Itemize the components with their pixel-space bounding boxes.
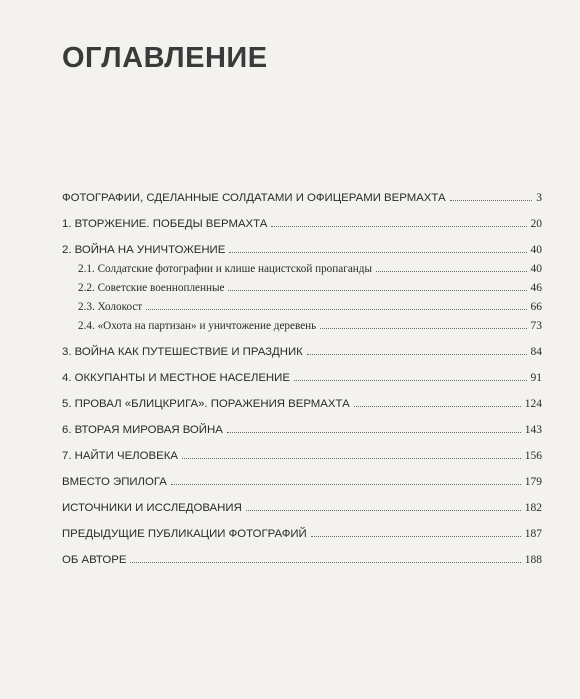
toc-entry [62,449,542,463]
toc-entry [62,423,542,437]
toc-entry-label: 2.2. Советские военнопленные [78,282,225,294]
toc-entry-label: 2. ВОЙНА НА УНИЧТОЖЕНИЕ [62,244,226,256]
toc-entry [62,553,542,567]
toc-entry-page: 156 [524,450,542,462]
toc-subentry [62,300,542,314]
toc-entry [62,501,542,515]
toc-entry-label: ПРЕДЫДУЩИЕ ПУБЛИКАЦИИ ФОТОГРАФИЙ [62,528,307,540]
toc-entry-label: ИСТОЧНИКИ И ИССЛЕДОВАНИЯ [62,502,242,514]
toc-entry-page: 182 [524,502,542,514]
dot-leader [311,527,521,537]
toc-entry-page: 179 [524,476,542,488]
toc-entry-label: ОБ АВТОРЕ [62,554,127,566]
dot-leader [227,423,521,433]
dot-leader [228,281,526,291]
toc-entry [62,243,542,257]
dot-leader [171,475,521,485]
toc-entry-page: 91 [530,372,542,384]
toc-subentry [62,319,542,333]
toc-entry-label: 2.4. «Охота на партизан» и уничтожение деревень [78,320,317,332]
toc-entry-label: ВМЕСТО ЭПИЛОГА [62,476,167,488]
toc-entry [62,475,542,489]
dot-leader [246,501,521,511]
dot-leader [182,449,521,459]
toc-entry-label: 2.1. Солдатские фотографии и клише нацистской пропаганды [78,263,372,275]
dot-leader [320,319,526,329]
toc-entry-page: 188 [524,554,542,566]
dot-leader [307,345,527,355]
toc-entry-label: 2.3. Холокост [78,301,143,313]
toc-entry-page: 124 [524,398,542,410]
toc-entry-page: 46 [530,282,542,294]
toc-entry-page: 20 [530,218,542,230]
toc-subentry [62,262,542,276]
toc-subentry [62,281,542,295]
toc-entry-label: 1. ВТОРЖЕНИЕ. ПОБЕДЫ ВЕРМАХТА [62,218,268,230]
dot-leader [294,371,527,381]
toc-entry-page: 66 [530,301,542,313]
dot-leader [130,553,520,563]
dot-leader [146,300,526,310]
page-title: ОГЛАВЛЕНИЕ [62,42,268,74]
toc-entry-page: 40 [530,244,542,256]
toc-entry-page: 3 [536,192,542,204]
toc-entry-page: 84 [530,346,542,358]
dot-leader [450,191,533,201]
toc-entry [62,397,542,411]
toc-entry [62,345,542,359]
toc-entry-page: 73 [530,320,542,332]
toc-entry [62,217,542,231]
dot-leader [229,243,526,253]
dot-leader [271,217,526,227]
toc-entry-page: 143 [524,424,542,436]
toc-entry-label: 4. ОККУПАНТЫ И МЕСТНОЕ НАСЕЛЕНИЕ [62,372,290,384]
toc-entry-label: ФОТОГРАФИИ, СДЕЛАННЫЕ СОЛДАТАМИ И ОФИЦЕРАМИ ВЕРМАХТА [62,192,446,204]
toc-entry-page: 187 [524,528,542,540]
table-of-contents [62,191,542,567]
toc-entry [62,371,542,385]
toc-entry [62,527,542,541]
toc-entry-page: 40 [530,263,542,275]
toc-entry-label: 7. НАЙТИ ЧЕЛОВЕКА [62,450,178,462]
toc-entry-label: 6. ВТОРАЯ МИРОВАЯ ВОЙНА [62,424,223,436]
dot-leader [376,262,527,272]
toc-entry-label: 3. ВОЙНА КАК ПУТЕШЕСТВИЕ И ПРАЗДНИК [62,346,303,358]
dot-leader [354,397,521,407]
toc-entry [62,191,542,205]
toc-entry-label: 5. ПРОВАЛ «БЛИЦКРИГА». ПОРАЖЕНИЯ ВЕРМАХТА [62,398,350,410]
